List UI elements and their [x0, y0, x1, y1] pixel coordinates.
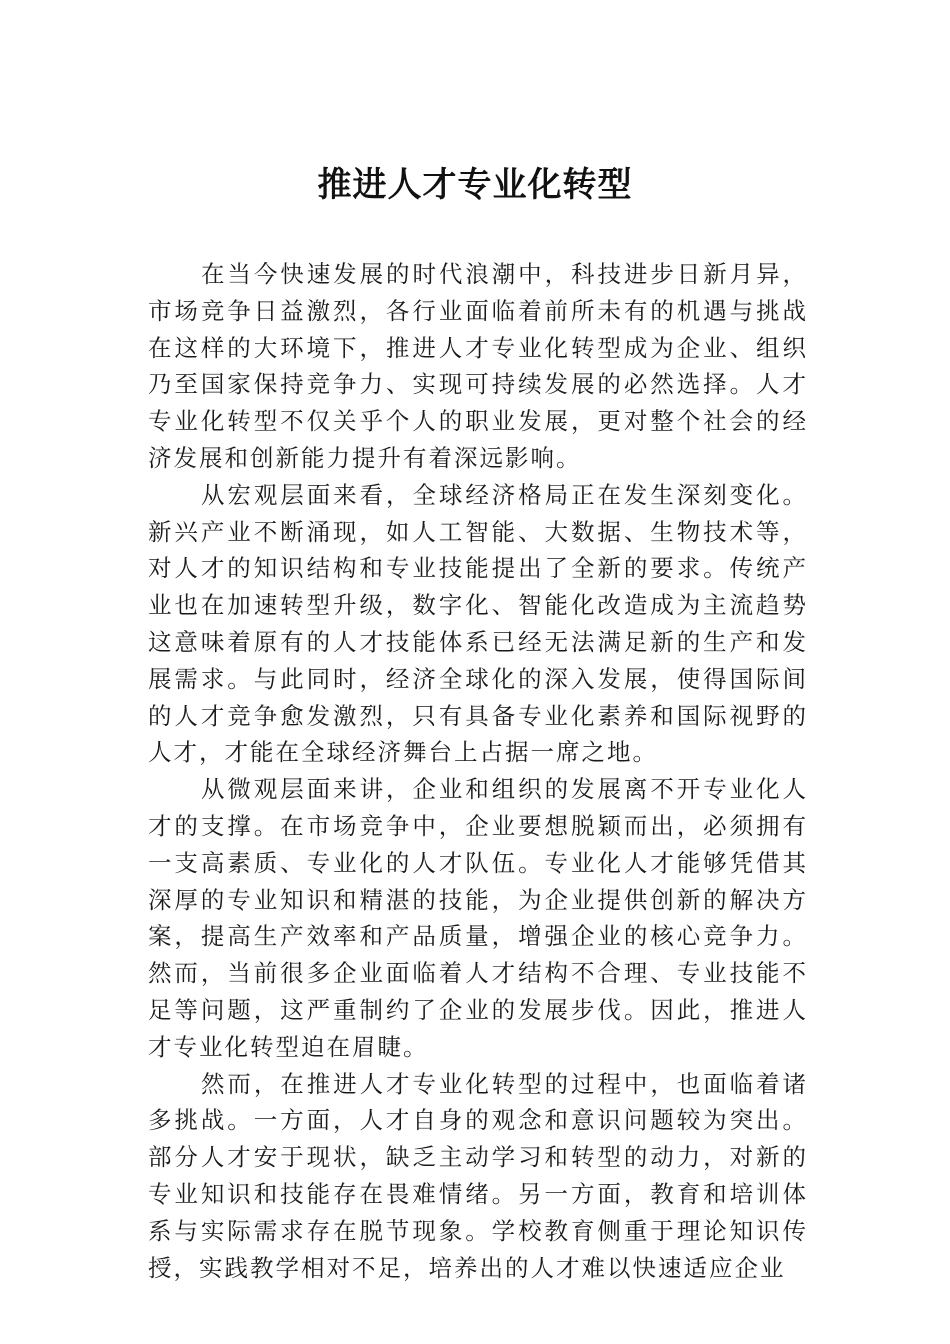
paragraph-1: 在当今快速发展的时代浪潮中，科技进步日新月异，市场竞争日益激烈，各行业面临着前所未有的机遇与挑战在这样的大环境下，推进人才专业化转型成为企业、组织乃至国家保持竞争力、实现可持续发展的必然选择。人才专业化转型不仅关乎个人的职业发展，更对整个社会的经济发展和创新能力提升有着深远影响。	[148, 260, 808, 472]
paragraph-3: 从微观层面来讲，企业和组织的发展离不开专业化人才的支撑。在市场竞争中，企业要想脱颖而出，必须拥有一支高素质、专业化的人才队伍。专业化人才能够凭借其深厚的专业知识和精湛的技能，为企业提供创新的解决方案，提高生产效率和产品质量，增强企业的核心竞争力。然而，当前很多企业面临着人才结构不合理、专业技能不足等问题，这严重制约了企业的发展步伐。因此，推进人才专业化转型迫在眉睫。	[148, 775, 808, 1061]
paragraph-2: 从宏观层面来看，全球经济格局正在发生深刻变化。新兴产业不断涌现，如人工智能、大数据、生物技术等，对人才的知识结构和专业技能提出了全新的要求。传统产业也在加速转型升级，数字化、智能化改造成为主流趋势这意味着原有的人才技能体系已经无法满足新的生产和发展需求。与此同时，经济全球化的深入发展，使得国际间的人才竞争愈发激烈，只有具备专业化素养和国际视野的人才，才能在全球经济舞台上占据一席之地。	[148, 480, 808, 767]
document-title: 推进人才专业化转型	[317, 165, 633, 205]
document-body	[148, 256, 808, 1286]
paragraph-4: 然而，在推进人才专业化转型的过程中，也面临着诸多挑战。一方面，人才自身的观念和意识问题较为突出。部分人才安于现状，缺乏主动学习和转型的动力，对新的专业知识和技能存在畏难情绪。另一方面，教育和培训体系与实际需求存在脱节现象。学校教育侧重于理论知识传授，实践教学相对不足，培养出的人才难以快速适应企业	[148, 1069, 808, 1282]
